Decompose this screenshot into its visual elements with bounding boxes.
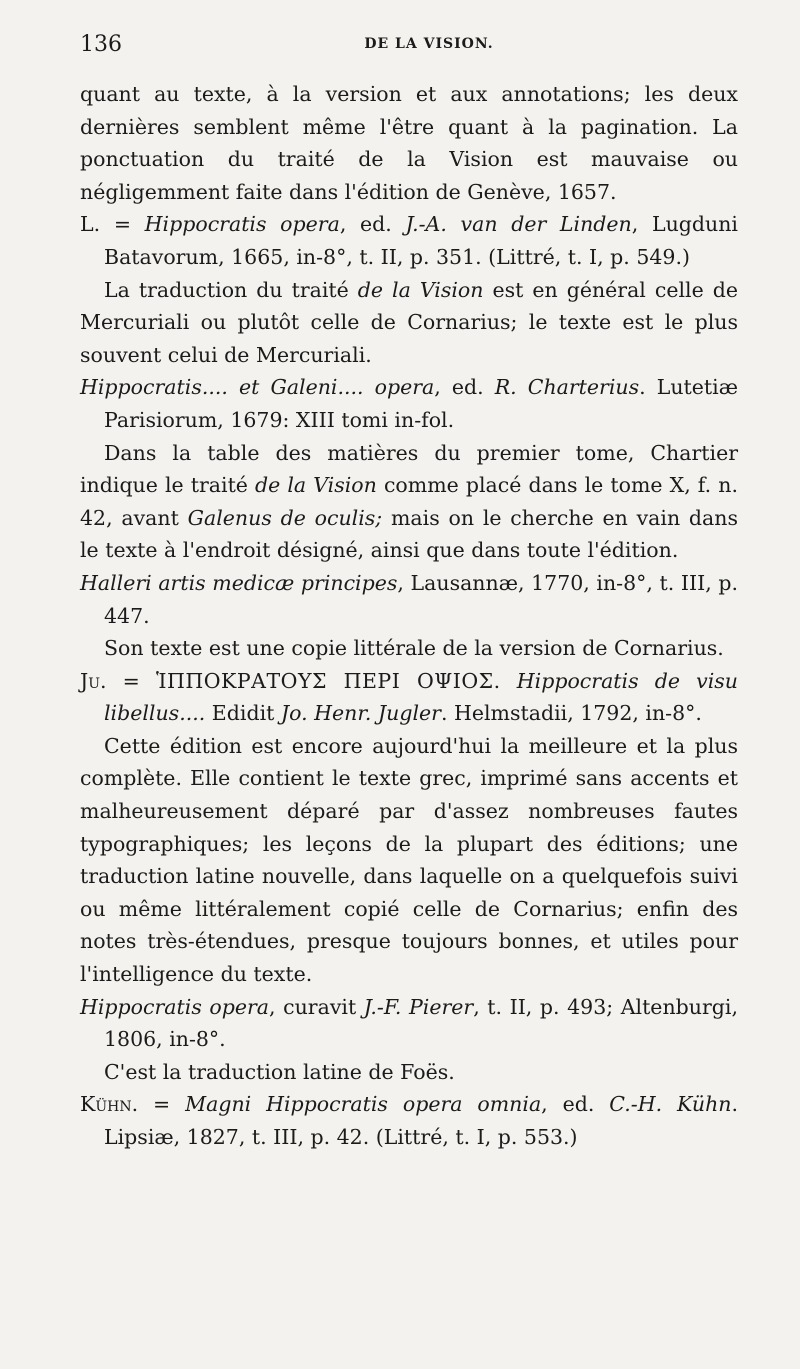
equals-sign: = [106,668,156,693]
equals-sign: = [138,1092,186,1117]
siglum: Ju. [80,668,107,693]
bibliography-entry-kuhn [80,1088,738,1153]
work-title: Hippocratis.... et Galeni.... opera [80,375,435,400]
paragraph-continued: quant au texte, à la version et aux annotations; les deux dernières semblent même l'être quant à la pagination. La ponctuation du traité de la Vision est mauvaise ou négligemment faite dans l'édition de Genève, 1657. [80,82,738,204]
paragraph [80,437,738,567]
siglum: L. [80,212,101,237]
bibliography-entry-pierer [80,991,738,1056]
editor-name: R. Charterius [494,375,640,400]
entry-text: , Lugduni Batavorum, 1665, in-8°, t. II, p. 351. (Littré, t. I, p. 549.) [104,212,738,269]
entry-text: . Helmstadii, 1792, in-8°. [440,701,702,726]
body-text [80,78,738,1154]
paragraph: C'est la traduction latine de Foës. [104,1059,455,1084]
work-title: Hippocratis de visu libellus.... [104,668,738,726]
entry-text: , curavit [269,994,364,1019]
text-run: La traduction du traité [104,277,358,302]
entry-text: , t. II, p. 493; Altenburgi, 1806, in-8°. [104,994,738,1052]
editor-name: C.-H. Kühn [609,1092,732,1117]
paragraph: Son texte est une copie littérale de la version de Cornarius. [104,636,724,661]
entry-text: , ed. [434,375,495,400]
bibliography-entry-jugler [80,665,738,730]
running-title: DE LA VISION. [364,36,494,52]
italic-run: de la Vision [255,473,377,498]
entry-text: , Lausannæ, 1770, in-8°, t. III, p. 447. [104,570,738,628]
editor-name: J.-A. van der Linden [405,212,632,237]
entry-text: . Lipsiæ, 1827, t. III, p. 42. (Littré, t. I, p. 553.) [104,1092,739,1149]
work-title: Magni Hippocratis opera omnia [185,1092,542,1117]
greek-title: ἹΠΠΟΚΡΑΤΟΥΣ ΠΕΡΙ ΟΨΙΟΣ. [155,668,501,693]
equals-sign: = [100,212,145,237]
siglum: Kühn. [80,1092,139,1117]
editor-name: J.-F. Pierer [363,994,474,1019]
entry-text: , ed. [339,212,406,237]
work-title: Hippocratis opera [80,994,270,1019]
paragraph: Cette édition est encore aujourd'hui la meilleure et la plus complète. Elle contient le texte grec, imprimé sans accents et malheureusement déparé par d'assez nombreuses fautes typographiques; les leçons de la plupart des éditions; une traduction latine nouvelle, dans laquelle on a quelquefois suivi ou même littéralement copié celle de Cornarius; enfin des notes très-étendues, presque toujours bonnes, et utiles pour l'intelligence du texte. [80,733,738,987]
paragraph [80,274,738,372]
page-number: 136 [80,32,122,57]
text-run: est en général celle de Mercuriali ou plutôt celle de Cornarius; le texte est le plus souvent celui de Mercuriali. [80,277,738,367]
text-run: comme placé dans le tome X, f. n. 42, avant [80,473,738,530]
entry-text: , ed. [541,1092,610,1117]
italic-run: Galenus de oculis; [187,505,383,530]
bibliography-entry-chartier [80,371,738,436]
entry-text: . Lutetiæ Parisiorum, 1679: XIII tomi in-fol. [104,375,738,432]
running-head [80,32,738,72]
text-run: mais on le cherche en vain dans le texte à l'endroit désigné, ainsi que dans toute l'édition. [80,505,739,563]
italic-run: de la Vision [357,277,484,302]
work-title: Hippocratis opera [144,212,340,237]
editor-name: Jo. Henr. Jugler [280,701,441,726]
work-title: Halleri artis medicæ principes [80,570,398,595]
entry-text: Edidit [205,701,281,726]
bibliography-entry-haller [80,567,738,632]
text-run: Dans la table des matières du premier tome, Chartier indique le traité [80,440,738,498]
bibliography-entry-linden [80,208,738,273]
